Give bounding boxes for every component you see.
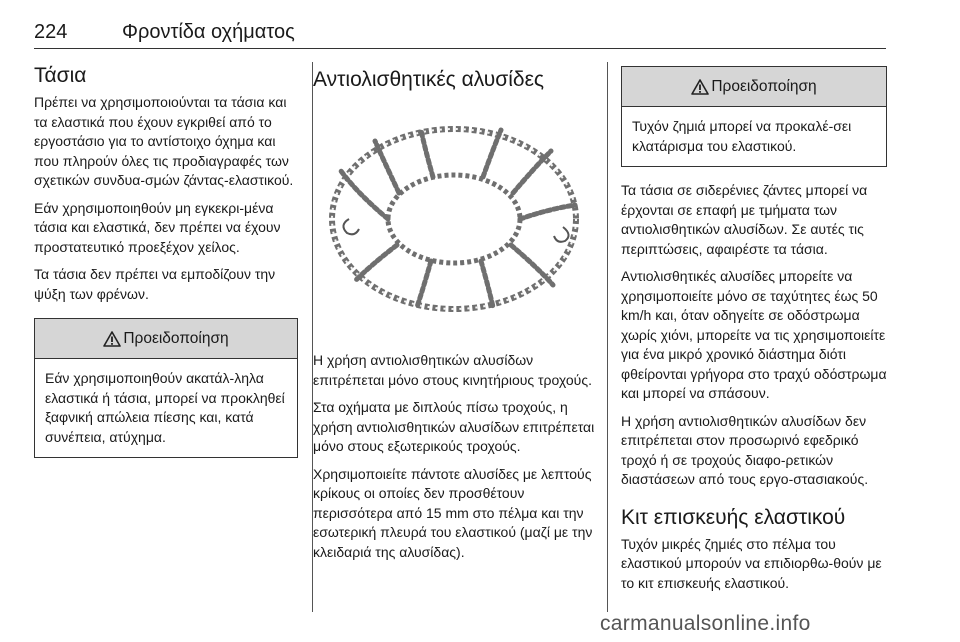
section-heading-rims: Τάσια xyxy=(34,64,87,87)
paragraph: Τα τάσια σε σιδερένιες ζάντες μπορεί να έρχονται σε επαφή με τμήματα των αντιολισθητικών αλυσίδων. Σε αυτές τις περιπτώσεις, αφαιρέστε τα τάσια. xyxy=(621,182,868,257)
paragraph: Η χρήση αντιολισθητικών αλυσίδων δεν επιτρέπεται στον προσωρινό εφεδρικό τροχό ή σε τροχούς διαφο-ρετικών διαστάσεων από τους εργο-στασιακούς. xyxy=(621,412,869,488)
paragraph: Τυχόν μικρές ζημιές στο πέλμα του ελαστικού μπορούν να επιδιορθω-θούν με το κιτ επισκευής ελαστικού. xyxy=(621,535,882,591)
warning-box xyxy=(621,66,887,167)
warning-title-bar xyxy=(622,67,886,107)
snow-chain-icon xyxy=(313,99,595,339)
page-title: Φροντίδα οχήματος xyxy=(122,21,295,43)
warning-triangle-icon xyxy=(691,79,709,95)
column-divider-right xyxy=(607,62,608,612)
page-header xyxy=(34,18,886,49)
watermark: carmanualsonline.info xyxy=(600,612,811,635)
paragraph: Χρησιμοποιείτε πάντοτε αλυσίδες με λεπτούς κρίκους οι οποίες δεν προσθέτουν περισσότερα από 15 mm στο πέλμα και την εσωτερική πλευρά του ελαστικού (μαζί με την κλειδαριά της αλυσίδας). xyxy=(313,465,593,560)
warning-text: Εάν χρησιμοποιηθούν ακατάλ-ληλα ελαστικά ή τάσια, μπορεί να προκληθεί ξαφνική απώλεια πίεσης και, κατά συνέπεια, ατύχημα. xyxy=(45,370,285,445)
snow-chain-illustration xyxy=(313,99,595,339)
column-chains-continued xyxy=(621,62,887,601)
paragraph: Αντιολισθητικές αλυσίδες μπορείτε να χρησιμοποιείτε μόνο σε ταχύτητες έως 50 km/h και, όταν οδηγείτε σε οδόστρωμα χωρίς χιόνι, μπορείτε να τις χρησιμοποιείτε για ένα μικρό χρονικό διάστημα διότι φθείρονται γρήγορα στο τραχύ οδόστρωμα και μπορεί να σπάσουν. xyxy=(621,268,887,402)
warning-text: Τυχόν ζημιά μπορεί να προκαλέ-σει κλατάρισμα του ελαστικού. xyxy=(632,118,852,154)
column-snow-chains xyxy=(313,66,595,570)
warning-title-bar xyxy=(35,319,297,359)
section-heading-snow-chains: Αντιολισθητικές αλυσίδες xyxy=(313,68,545,91)
warning-title: Προειδοποίηση xyxy=(123,330,229,347)
column-rims xyxy=(34,62,298,466)
section-heading-tyre-repair-kit: Κιτ επισκευής ελαστικού xyxy=(621,505,846,529)
paragraph: Τα τάσια δεν πρέπει να εμποδίζουν την ψύξη των φρένων. xyxy=(34,266,276,302)
paragraph: Στα οχήματα με διπλούς πίσω τροχούς, η χρήση αντιολισθητικών αλυσίδων επιτρέπεται μόνο στους εξωτερικούς τροχούς. xyxy=(313,399,595,454)
page-number: 224 xyxy=(34,21,68,43)
warning-title: Προειδοποίηση xyxy=(711,78,817,95)
warning-triangle-icon xyxy=(103,331,121,347)
warning-box xyxy=(34,318,298,458)
paragraph: Πρέπει να χρησιμοποιούνται τα τάσια και τα ελαστικά που έχουν εγκριθεί από το εργοστάσιο για το αντίστοιχο όχημα και που πληρούν όλες τις προδιαγραφές των σχετικών συνδυα-σμών ζάντας-ελαστικού. xyxy=(34,94,294,188)
paragraph: Εάν χρησιμοποιηθούν μη εγκεκρι-μένα τάσια και ελαστικά, δεν πρέπει να έχουν προστατευτικό προεξέχον χείλος. xyxy=(34,199,281,255)
paragraph: Η χρήση αντιολισθητικών αλυσίδων επιτρέπεται μόνο στους κινητήριους τροχούς. xyxy=(313,352,592,388)
